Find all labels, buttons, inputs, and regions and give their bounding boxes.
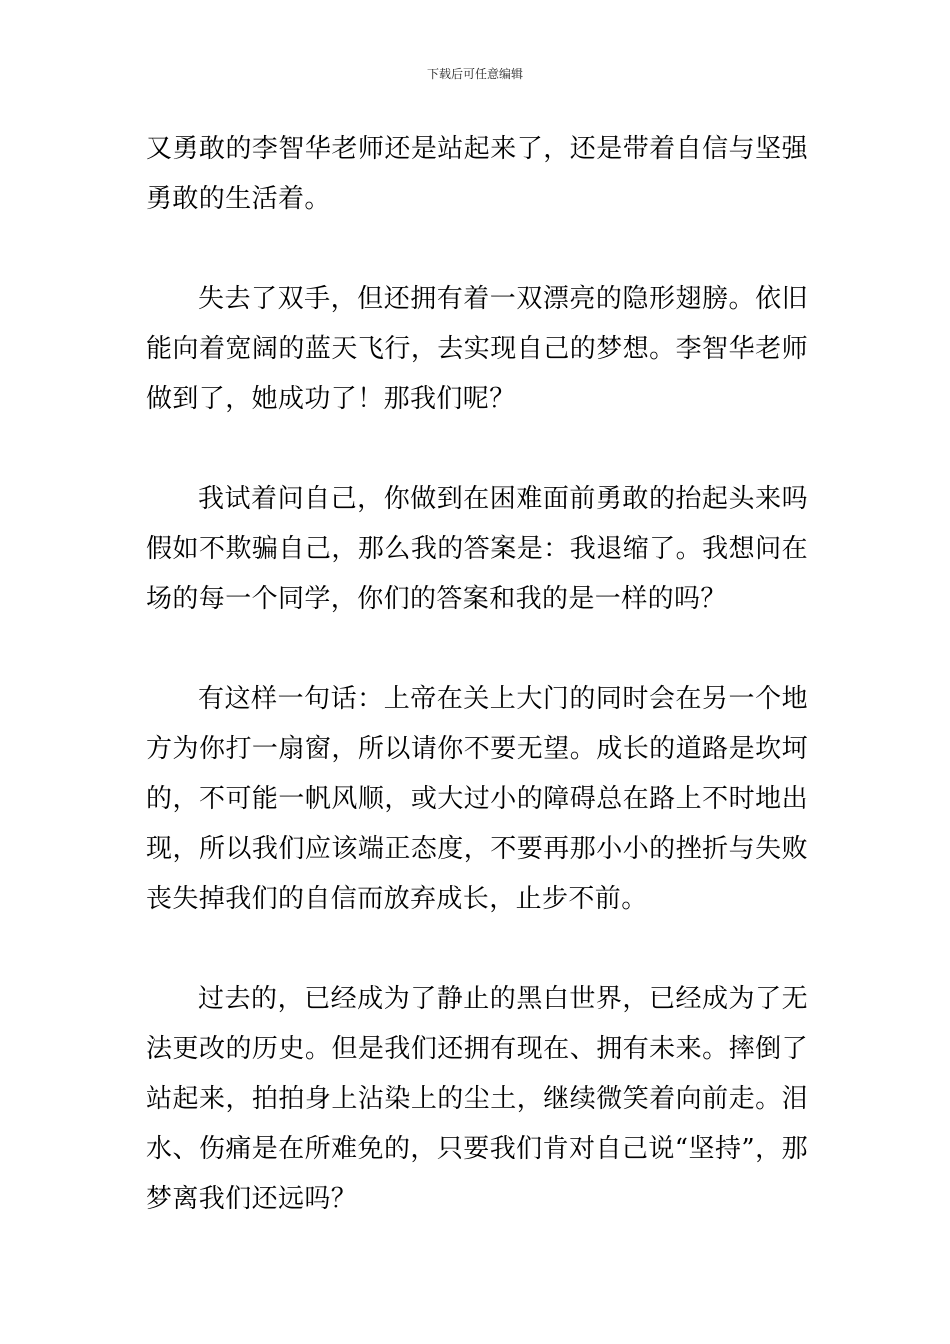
- paragraph-1: 又勇敢的李智华老师还是站起来了，还是带着自信与坚强勇敢的生活着。: [146, 134, 808, 214]
- paragraph-3: 我试着问自己，你做到在困难面前勇敢的抬起头来吗假如不欺骗自己，那么我的答案是：我退缩了。我想问在场的每一个同学，你们的答案和我的是一样的吗？: [146, 484, 808, 614]
- document-body: [146, 124, 808, 1224]
- paragraph-5: 过去的，已经成为了静止的黑白世界，已经成为了无法更改的历史。但是我们还拥有现在、拥有未来。摔倒了站起来，拍拍身上沾染上的尘土，继续微笑着向前走。泪水、伤痛是在所难免的，只要我们肯对自己说“坚持”，那梦离我们还远吗？: [146, 984, 808, 1214]
- paragraph-2: 失去了双手，但还拥有着一双漂亮的隐形翅膀。依旧能向着宽阔的蓝天飞行，去实现自己的梦想。李智华老师做到了，她成功了！那我们呢？: [146, 284, 808, 414]
- page-header: 下载后可任意编辑: [426, 67, 523, 81]
- paragraph-4: 有这样一句话：上帝在关上大门的同时会在另一个地方为你打一扇窗，所以请你不要无望。成长的道路是坎坷的，不可能一帆风顺，或大过小的障碍总在路上不时地出现，所以我们应该端正态度，不要再那小小的挫折与失败丧失掉我们的自信而放弃成长，止步不前。: [146, 684, 808, 914]
